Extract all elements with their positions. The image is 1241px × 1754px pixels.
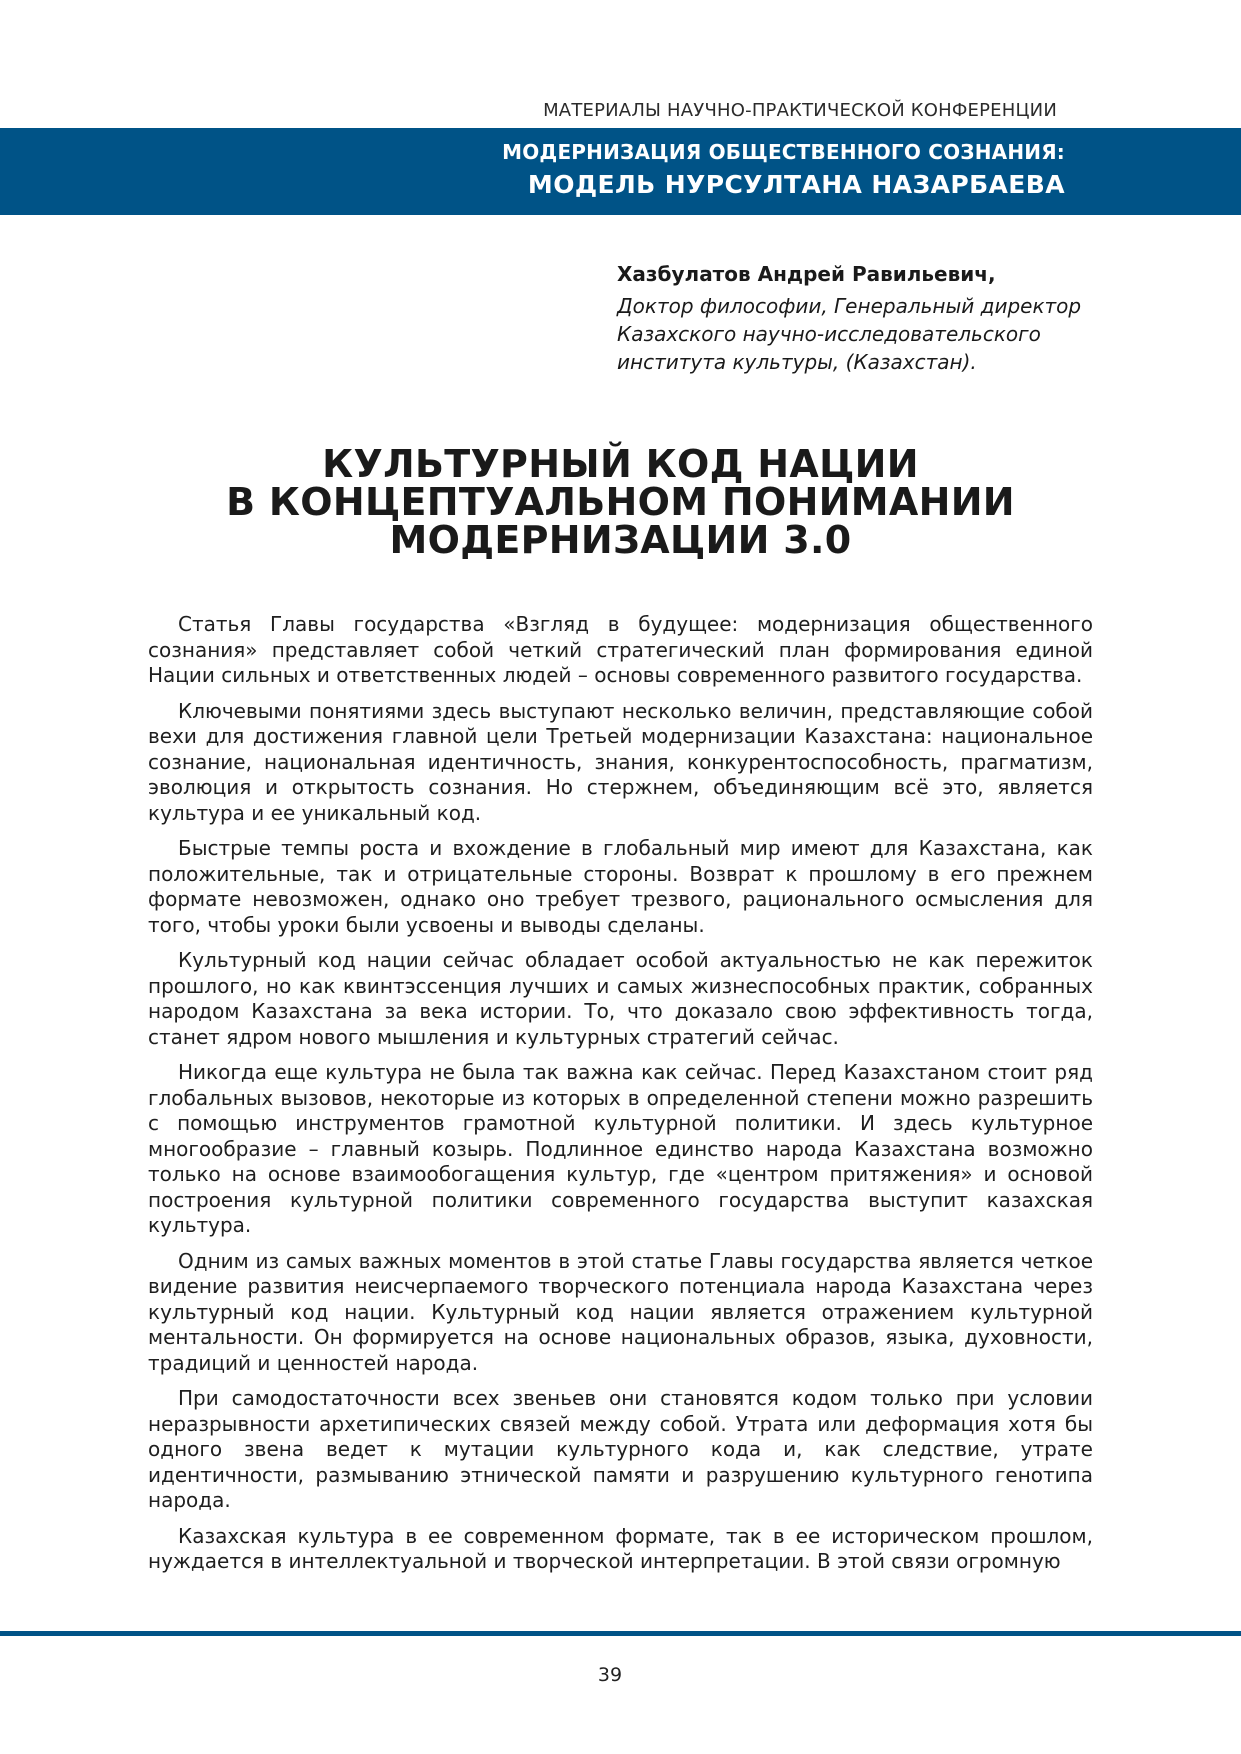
paragraph: Ключевыми понятиями здесь выступают несколько величин, представляющие собой вехи для достижения главной цели Третьей модернизации Казахстана: национальное сознание, национальная идентичность, знания, конкурентоспособность, прагматизм, эволюция и открытость сознания. Но стержнем, объединяющим всё это, является культура и ее уникальный код. <box>148 698 1093 825</box>
page-number: 39 <box>597 1664 623 1686</box>
affiliation-line: института культуры, (Казахстан). <box>617 350 977 374</box>
conference-label: МАТЕРИАЛЫ НАУЧНО-ПРАКТИЧЕСКОЙ КОНФЕРЕНЦИИ <box>543 100 1057 121</box>
author-affiliation <box>617 292 1217 376</box>
footer-divider <box>0 1631 1241 1636</box>
title-line: КУЛЬТУРНЫЙ КОД НАЦИИ <box>322 442 919 486</box>
title-line: В КОНЦЕПТУАЛЬНОМ ПОНИМАНИИ <box>226 480 1015 524</box>
banner-subtitle: МОДЕРНИЗАЦИЯ ОБЩЕСТВЕННОГО СОЗНАНИЯ: <box>502 140 1065 164</box>
header-banner <box>0 128 1241 215</box>
paragraph: При самодостаточности всех звеньев они становятся кодом только при условии неразрывности архетипических связей между собой. Утрата или деформация хотя бы одного звена ведет к мутации культурного кода и, как следствие, утрате идентичности, размыванию этнической памяти и разрушению культурного генотипа народа. <box>148 1386 1093 1512</box>
paragraph: Одним из самых важных моментов в этой статье Главы государства является четкое видение развития неисчерпаемого творческого потенциала народа Казахстана через культурный код нации. Культурный код нации является отражением культурной ментальности. Он формируется на основе национальных образов, языка, духовности, традиций и ценностей народа. <box>148 1248 1093 1375</box>
paragraph: Быстрые темпы роста и вхождение в глобальный мир имеют для Казахстана, как положительные, так и отрицательные стороны. Возврат к прошлому в его прежнем формате невозможен, однако оно требует трезвого, рационального осмысления для того, чтобы уроки были усвоены и выводы сделаны. <box>148 836 1093 937</box>
paragraph: Культурный код нации сейчас обладает особой актуальностью не как пережиток прошлого, но как квинтэссенция лучших и самых жизнеспособных практик, собранных народом Казахстана за века истории. То, что доказало свою эффективность тогда, станет ядром нового мышления и культурных стратегий сейчас. <box>148 948 1093 1049</box>
paragraph: Казахская культура в ее современном формате, так в ее историческом прошлом, нуждается в интеллектуальной и творческой интерпретации. В этой связи огромную <box>148 1523 1093 1573</box>
paragraph: Никогда еще культура не была так важна как сейчас. Перед Казахстаном стоит ряд глобальных вызовов, некоторые из которых в определенной степени можно разрешить с помощью инструментов грамотной культурной политики. И здесь культурное многообразие – главный козырь. Подлинное единство народа Казахстана возможно только на основе взаимообогащения культур, где «центром притяжения» и основой построения культурной политики современного государства выступит казахская культура. <box>148 1060 1093 1237</box>
author-block <box>617 262 1217 376</box>
title-line: МОДЕРНИЗАЦИИ 3.0 <box>389 518 852 562</box>
author-name: Хазбулатов Андрей Равильевич, <box>617 262 996 286</box>
article-title <box>0 442 1241 562</box>
affiliation-line: Доктор философии, Генеральный директор <box>617 294 1082 318</box>
article-body <box>148 612 1093 1585</box>
affiliation-line: Казахского научно-исследовательского <box>617 322 1041 346</box>
banner-title: МОДЕЛЬ НУРСУЛТАНА НАЗАРБАЕВА <box>527 170 1065 199</box>
paragraph: Статья Главы государства «Взгляд в будущее: модернизация общественного сознания» представляет собой четкий стратегический план формирования единой Нации сильных и ответственных людей – основы современного развитого государства. <box>148 612 1093 687</box>
